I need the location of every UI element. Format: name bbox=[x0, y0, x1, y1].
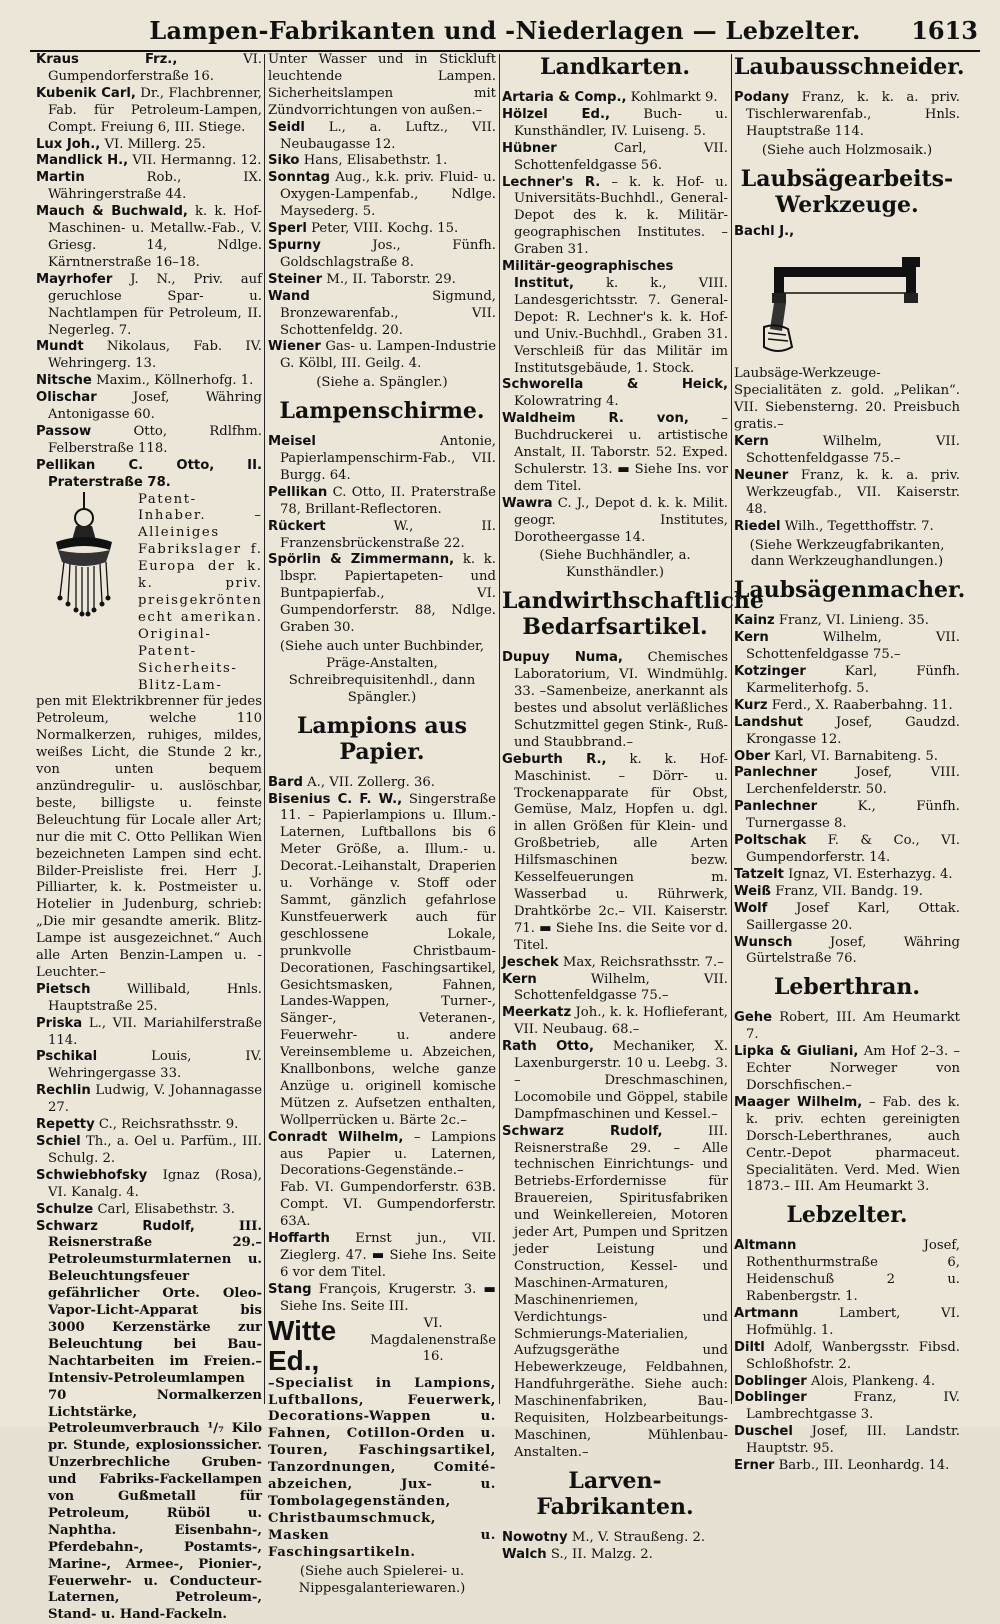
entry-name: Mayrhofer bbox=[36, 271, 113, 287]
entry-list bbox=[268, 775, 496, 1316]
entry-name: Panlechner bbox=[734, 765, 818, 781]
entry-name: Spurny bbox=[268, 237, 321, 253]
entry-body: – Fab. des k. k. priv. echten gereinigten Dorsch-Leberthranes, auch Centr.-Depot pharmaceut. Specialitäten. Verd. Med. Wien 1873.– III. Am Heumarkt 3. bbox=[746, 1094, 960, 1195]
entry-name: Kotzinger bbox=[734, 664, 806, 680]
entry-name: Diltl bbox=[734, 1339, 765, 1355]
entry-body: M., II. Taborstr. 29. bbox=[326, 271, 456, 287]
directory-entry bbox=[502, 411, 728, 496]
entry-body: Wilhelm, VII. Schottenfeldgasse 75.– bbox=[746, 630, 960, 663]
directory-entry bbox=[36, 982, 262, 1016]
entry-body: Ernst jun., VII. Zieglerg. 47. ▬ Siehe Ins. Seite 6 vor dem Titel. bbox=[280, 1231, 496, 1280]
entry-name: Lechner's R. bbox=[502, 174, 601, 190]
advert-name: Witte Ed., bbox=[268, 1314, 337, 1376]
directory-entry bbox=[502, 972, 728, 1006]
directory-entry bbox=[502, 496, 728, 547]
directory-entry bbox=[734, 434, 960, 468]
entry-name: Siko bbox=[268, 153, 300, 169]
entry-name: Kainz bbox=[734, 613, 775, 629]
directory-entry bbox=[36, 170, 262, 204]
directory-entry bbox=[36, 339, 262, 373]
directory-entry bbox=[734, 935, 960, 969]
entry-body: Mechaniker, X. Laxenburgerstr. 10 u. Leebg. 3. – Dreschmaschinen, Locomobile und Göppel, stabile Dampfmaschinen und Kessel.– bbox=[514, 1039, 728, 1122]
entry-body: Louis, IV. Wehringergasse 33. bbox=[48, 1049, 262, 1082]
entry-body: VI. Millerg. 25. bbox=[104, 136, 206, 152]
directory-entry bbox=[734, 715, 960, 749]
page-number: 1613 bbox=[911, 16, 978, 45]
entry-list bbox=[734, 1010, 960, 1196]
entry-list bbox=[36, 52, 262, 458]
entry-name: Ober bbox=[734, 748, 771, 764]
entry-body: Wilhelm, VII. Schottenfeldgasse 75.– bbox=[514, 971, 728, 1004]
entry-body: Kolowratring 4. bbox=[514, 394, 619, 410]
entry-body: Karl, VI. Barnabiteng. 5. bbox=[774, 748, 938, 764]
directory-entry bbox=[36, 86, 262, 137]
entry-body: Th., a. Oel u. Parfüm., III. Schulg. 2. bbox=[48, 1134, 262, 1166]
entry-name: Schwarz Rudolf, bbox=[36, 1218, 195, 1234]
directory-entry bbox=[502, 752, 728, 955]
entry-body: – Buchdruckerei u. artistische Anstalt, II. Taborstr. 52. Exped. Schulerstr. 13. ▬ Siehe Ins. vor dem Titel. bbox=[514, 411, 728, 494]
directory-entry bbox=[36, 272, 262, 340]
section-heading: Lampenschirme. bbox=[279, 398, 485, 425]
directory-entry bbox=[502, 1530, 728, 1547]
entry-name: Artaria & Comp., bbox=[502, 90, 627, 105]
entry-name: Rechlin bbox=[36, 1083, 91, 1099]
directory-entry bbox=[36, 1202, 262, 1219]
entry-name: Wunsch bbox=[734, 934, 793, 950]
directory-entry bbox=[734, 1390, 960, 1424]
entry-body: k. k. Hof-Maschinist. – Dörr- u. Trockenapparate für Obst, Gemüse, Malz, Hopfen u. dgl. in allen Größen für Klein- und Großbetrieb, alle Arten Hilfsmaschinen bezw. Kesselfeuerungen m. Wasserbad u. Rührwerk, Drahtkörbe 2c.– VII. Kaiserstr. 71. ▬ Siehe Ins. die Seite vor d. Titel. bbox=[514, 751, 729, 953]
directory-entry bbox=[36, 153, 262, 170]
directory-entry bbox=[502, 141, 728, 175]
cross-reference: (Siehe Buchhändler, a. Kunsthändler.) bbox=[539, 548, 691, 581]
entry-body: Ferd., X. Raaberbahng. 11. bbox=[771, 697, 953, 713]
entry-body: III. Reisnerstraße 29. – Alle technischen Einrichtungs- und Betriebs-Erfordernisse für Brauereien, Spiritusfabriken und Weinkellereien, Motoren jeder Art, Pumpen und Spritzen jeder Leistung und Construction, Kessel- und Maschinen-Armaturen, Maschinenriemen, Verdichtungs- und Schmierungs-Materialien, Aufzugsgeräthe und Hebewerkzeuge, Feldbahnen, Handfuhrgeräthe. Siehe auch: Maschinenfabriken, Bau-Requisiten, Holzbearbeitungs-Maschinen, Mühlenbau-Anstalten.– bbox=[514, 1123, 728, 1460]
entry-name: Kurz bbox=[734, 697, 768, 713]
directory-entry bbox=[268, 775, 496, 792]
entry-name: Rath Otto, bbox=[502, 1039, 594, 1055]
entry-body: J. N., Priv. auf geruchlose Spar- u. Nachtlampen für Petroleum, II. Negerleg. 7. bbox=[48, 271, 262, 338]
column-rule bbox=[731, 54, 732, 1404]
entry-name: Olischar bbox=[36, 390, 97, 406]
directory-entry bbox=[268, 1231, 496, 1282]
entry-name: Hölzel Ed., bbox=[502, 106, 611, 122]
column-4 bbox=[734, 52, 966, 1474]
entry-name: Schwarz Rudolf, bbox=[502, 1123, 663, 1139]
entry-body: VII. Hermanng. 12. bbox=[132, 153, 262, 169]
directory-entry bbox=[268, 289, 496, 340]
entry-name: Dupuy Numa, bbox=[502, 650, 623, 666]
directory-entry bbox=[268, 552, 496, 637]
directory-entry bbox=[36, 424, 262, 458]
directory-entry bbox=[36, 1049, 262, 1083]
entry-name: Erner bbox=[734, 1458, 775, 1474]
entry-name: Pellikan C. Otto, bbox=[36, 457, 215, 473]
directory-entry bbox=[36, 1016, 262, 1050]
entry-body: F. & Co., VI. Gumpendorferstr. 14. bbox=[746, 833, 960, 865]
entry-name: Passow bbox=[36, 423, 92, 439]
entry-name: Meisel bbox=[268, 434, 316, 450]
entry-body: –Specialist in Lampions, Luftballons, Feuerwerk, Decorations-Wappen u. Fahnen, Cotillon-Orden u. Touren, Faschingsartikel, Tanzordnungen, Comité-abzeichen, Jux- u. Tombolagegenständen, Christbaumschmuck, Masken u. Faschingsartikeln. bbox=[268, 1375, 496, 1560]
entry-body: Franz, IV. Lambrechtgasse 3. bbox=[746, 1390, 960, 1423]
entry-body: – Lampions aus Papier u. Laternen, Decorations-Gegenstände.– Fab. VI. Gumpendorferstr. 63B. Compt. VI. Gumpendorferstr. 63A. bbox=[280, 1129, 496, 1230]
entry-name: Maager Wilhelm, bbox=[734, 1094, 863, 1110]
cross-reference: (Siehe auch Holzmosaik.) bbox=[761, 142, 933, 158]
entry-body: L., a. Luftz., VII. Neubaugasse 12. bbox=[280, 119, 496, 152]
directory-entry bbox=[268, 1130, 496, 1231]
directory-entry bbox=[734, 1044, 960, 1095]
directory-entry bbox=[36, 1168, 262, 1202]
entry-body: Josef, Währing Gürtelstraße 76. bbox=[746, 934, 960, 967]
entry-name: Geburth R., bbox=[502, 751, 607, 767]
column-rule bbox=[264, 54, 265, 1404]
entry-name: Jeschek bbox=[502, 954, 559, 970]
section-heading: Laubsägearbeits-Werkzeuge. bbox=[740, 165, 954, 218]
entry-body: Willibald, Hnls. Hauptstraße 25. bbox=[48, 981, 262, 1014]
directory-entry bbox=[734, 833, 960, 867]
directory-entry bbox=[502, 650, 728, 751]
entry-name: Walch bbox=[502, 1546, 547, 1562]
entry-body: Kohlmarkt 9. bbox=[630, 90, 718, 105]
directory-entry bbox=[36, 390, 262, 424]
entry-name: Wiener bbox=[268, 339, 321, 355]
directory-entry bbox=[268, 153, 496, 170]
entry-body: Gas- u. Lampen-Industrie G. Kölbl, III. Geilg. 4. bbox=[280, 339, 496, 372]
directory-entry bbox=[734, 613, 960, 630]
cross-reference: (Siehe auch unter Buchbinder, Präge-Anstalten, Schreibrequisitenhdl., dann Spängler.) bbox=[279, 639, 485, 705]
entry-list bbox=[734, 613, 960, 968]
entry-body: Aug., k.k. priv. Fluid- u. Oxygen-Lampenfab., Ndlge. Maysederg. 5. bbox=[280, 170, 496, 220]
witte-advertisement bbox=[268, 1316, 496, 1598]
entry-body: Josef, Währing Antonigasse 60. bbox=[48, 390, 262, 423]
entry-body: Laubsäge-Werkzeuge-Specialitäten z. gold. „Pelikan“. VII. Siebensterng. 20. Preisbuch gratis.– bbox=[734, 366, 960, 433]
section-heading: Landkarten. bbox=[539, 54, 690, 80]
section-heading: Larven-Fabrikanten. bbox=[536, 1467, 694, 1520]
entry-body: Robert, III. Am Heumarkt 7. bbox=[746, 1010, 960, 1043]
entry-body: W., II. Franzensbrückenstraße 22. bbox=[280, 518, 496, 551]
cross-reference: (Siehe auch Spielerei- u. Nippesgalanteriewaren.) bbox=[298, 1563, 466, 1596]
entry-list bbox=[36, 982, 262, 1219]
directory-entry bbox=[734, 1306, 960, 1340]
entry-body: III. Reisnerstraße 29.– Petroleumsturmlaternen u. Beleuchtungsfeuer gefährlicher Orte. Oleo-Vapor-Licht-Apparat bis 3000 Kerzenstärke zur Beleuchtung bei Bau-Nachtarbeiten im Freien.– Intensiv-Petroleumlampen 70 Normalkerzen Lichtstärke, Petroleumverbrauch ¹/₇ Kilo pr. Stunde, explosionssicher. Unzerbrechliche Gruben- und Fabriks-Fackellampen von Gußmetall für Petroleum, Rüböl u. Naphtha. Eisenbahn-, Pferdebahn-, Postamts-, Marine-, Armee-, Pionier-, Feuerwehr- u. Conducteur-Laternen, Petroleum-, Stand- u. Hand-Fackeln. bbox=[48, 1218, 262, 1623]
entry-body: Dr., Flachbrenner, Fab. für Petroleum-Lampen, Compt. Freiung 6, III. Stiege. bbox=[48, 85, 262, 135]
directory-entry bbox=[734, 1095, 960, 1196]
entry-name: Bachl J., bbox=[734, 223, 795, 239]
entry-name: Tatzelt bbox=[734, 866, 784, 882]
entry-body: Wilh., Tegetthoffstr. 7. bbox=[784, 518, 934, 534]
entry-name: Lux Joh., bbox=[36, 136, 101, 152]
entry-name: Schwiebhofsky bbox=[36, 1167, 148, 1183]
entry-name: Priska bbox=[36, 1015, 83, 1031]
cross-reference: (Siehe Werkzeugfabrikanten, dann Werkzeughandlungen.) bbox=[749, 537, 945, 570]
directory-entry bbox=[502, 1039, 728, 1124]
section-heading: Lampions aus Papier. bbox=[296, 712, 468, 765]
directory-entry bbox=[36, 204, 262, 272]
entry-name: Altmann bbox=[734, 1238, 797, 1254]
entry-body: Maxim., Köllnerhofg. 1. bbox=[96, 373, 254, 389]
entry-name: Hübner bbox=[502, 140, 557, 156]
entry-body: Ignaz (Rosa), VI. Kanalg. 4. bbox=[48, 1167, 262, 1200]
directory-entry bbox=[268, 120, 496, 154]
entry-body: Alois, Plankeng. 4. bbox=[810, 1373, 936, 1389]
directory-entry bbox=[734, 749, 960, 766]
directory-entry bbox=[502, 259, 728, 377]
entry-name: Mauch & Buchwald, bbox=[36, 204, 188, 220]
entry-name: Podany bbox=[734, 90, 790, 105]
entry-body: Chemisches Laboratorium, VI. Windmühlg. 33. –Samenbeize, anerkannt als bestes und absolut verläßliches Schutzmittel gegen Stink-, Ruß- und Staubbrand.– bbox=[514, 650, 728, 750]
directory-entry bbox=[734, 765, 960, 799]
directory-entry bbox=[502, 377, 728, 411]
entry-name: Conradt Wilhelm, bbox=[268, 1129, 404, 1145]
entry-name: Mundt bbox=[36, 339, 84, 355]
entry-name: Pschikal bbox=[36, 1049, 98, 1065]
directory-entry bbox=[268, 339, 496, 373]
entry-body: k. k., VIII. Landesgerichtsstr. 7. General-Depot: R. Lechner's k. k. Hof- und Univ.-Buchhdl., Graben 31. Verschleiß für das Militär im Institutsgebäude, 1. Stock. bbox=[514, 275, 728, 376]
directory-entry bbox=[734, 1010, 960, 1044]
entry-body: Josef, Gaudzd. Krongasse 12. bbox=[746, 714, 960, 747]
entry-body: Ludwig, V. Johannagasse 27. bbox=[48, 1083, 262, 1116]
entry-name: Pietsch bbox=[36, 981, 91, 997]
directory-entry bbox=[734, 1238, 960, 1306]
entry-name: Schiel bbox=[36, 1134, 81, 1149]
pellikan-advertisement bbox=[36, 458, 262, 982]
directory-entry bbox=[734, 884, 960, 901]
entry-body: Adolf, Wanbergsstr. Fibsd. Schloßhofstr. 2. bbox=[746, 1339, 960, 1372]
entry-name: Hoffarth bbox=[268, 1231, 330, 1247]
entry-body: Nikolaus, Fab. IV. Wehringerg. 13. bbox=[48, 339, 262, 372]
entry-name: Kern bbox=[734, 630, 769, 646]
entry-name: Kern bbox=[502, 971, 537, 987]
entry-body: Karl, Fünfh. Karmeliterhofg. 5. bbox=[746, 664, 960, 696]
entry-name: Martin bbox=[36, 170, 85, 186]
directory-entry bbox=[268, 485, 496, 519]
directory-entry bbox=[734, 664, 960, 698]
entry-body: Wilhelm, VII. Schottenfeldgasse 75.– bbox=[746, 434, 960, 466]
entry-body: L., VII. Mariahilferstraße 114. bbox=[48, 1015, 262, 1048]
directory-entry bbox=[36, 137, 262, 154]
entry-name: Rückert bbox=[268, 518, 326, 534]
column-rule bbox=[499, 54, 500, 1404]
entry-body: Rob., IX. Währingerstraße 44. bbox=[48, 170, 262, 203]
directory-entry bbox=[734, 1424, 960, 1458]
entry-name: Wand bbox=[268, 288, 310, 304]
entry-name: Doblinger bbox=[734, 1373, 807, 1389]
directory-entry bbox=[734, 901, 960, 935]
entry-name: Lipka & Giuliani, bbox=[734, 1044, 859, 1060]
entry-body: Patent-Inhaber. – Alleiniges Fabrikslager f. Europa der k. k. priv. preisgekrönten echt amerikan. Original-Patent-Sicherheits-Blitz-Lam- bbox=[138, 491, 263, 693]
entry-list bbox=[502, 90, 728, 546]
entry-body: Josef, Rothenthurmstraße 6, Heidenschuß 2 u. Rabenbergstr. 1. bbox=[746, 1238, 960, 1305]
entry-name: Spörlin & Zimmermann, bbox=[268, 552, 455, 568]
entry-name: Nitsche bbox=[36, 373, 92, 389]
entry-body: Carl, VII. Schottenfeldgasse 56. bbox=[514, 140, 728, 173]
entry-body: pen mit Elektrikbrenner für jedes Petroleum, welche 110 Normalkerzen, ruhiges, mildes, weißes Licht, die Stunde 2 kr., von unten bequem anzündregulir- u. auslöschbar, beste, billigste u. feinste Beleuchtung für Locale aller Art; nur die mit C. Otto Pellikan Wien bezeichneten Lampen sind echt. Bilder-Preisliste frei. Herr J. Pilliarter, k. k. Postmeister u. Hotelier in Judenburg, schrieb: „Die mir gesandte amerik. Blitz-Lampe ist ausgezeichnet.“ Auch alle Arten Benzin-Lampen u. -Leuchter.– bbox=[36, 694, 262, 980]
directory-entry bbox=[36, 1134, 262, 1168]
entry-name: Weiß bbox=[734, 883, 772, 899]
directory-entry bbox=[502, 175, 728, 260]
entry-body: Lambert, VI. Hofmühlg. 1. bbox=[746, 1305, 960, 1338]
entry-name: Seidl bbox=[268, 119, 305, 135]
entry-body: Unter Wasser und in Stickluft leuchtende Lampen. Sicherheitslampen mit Zündvorrichtungen von außen.– bbox=[268, 52, 496, 118]
entry-list bbox=[502, 650, 728, 1462]
directory-entry bbox=[502, 1124, 728, 1462]
entry-body: Carl, Elisabethstr. 3. bbox=[97, 1201, 235, 1217]
directory-entry bbox=[268, 434, 496, 485]
directory-entry bbox=[734, 1374, 960, 1391]
entry-list bbox=[734, 1238, 960, 1475]
entry-name: Bard bbox=[268, 774, 303, 790]
entry-body: Josef, VIII. Lerchenfelderstr. 50. bbox=[746, 765, 960, 798]
entry-body: Josef, III. Landstr. Hauptstr. 95. bbox=[746, 1424, 960, 1457]
directory-entry bbox=[36, 1117, 262, 1134]
directory-entry bbox=[502, 1547, 728, 1564]
directory-entry bbox=[734, 867, 960, 884]
entry-body: Buch- u. Kunsthändler, IV. Luiseng. 5. bbox=[514, 106, 728, 139]
directory-entry bbox=[502, 955, 728, 972]
entry-list bbox=[734, 434, 960, 535]
entry-body: VI. Gumpendorferstraße 16. bbox=[48, 52, 262, 84]
fretsaw-illustration bbox=[734, 243, 960, 359]
directory-entry bbox=[734, 799, 960, 833]
entry-name: Landshut bbox=[734, 714, 804, 730]
entry-name: Repetty bbox=[36, 1117, 95, 1133]
entry-body: k. k. Hof-Maschinen- u. Metallw.-Fab., V. Griesg. 14, Ndlge. Kärntnerstraße 16–18. bbox=[48, 204, 262, 270]
directory-entry bbox=[268, 792, 496, 1130]
entry-name: Doblinger bbox=[734, 1390, 807, 1406]
entry-name: Steiner bbox=[268, 271, 323, 287]
entry-body: Franz, VI. Linieng. 35. bbox=[778, 613, 929, 629]
entry-body: k. k. lbspr. Papiertapeten- und Buntpapierfab., VI. Gumpendorferstr. 88, Ndlge. Graben 30. bbox=[280, 552, 496, 636]
directory-entry bbox=[268, 272, 496, 289]
entry-body: Max, Reichsrathsstr. 7.– bbox=[562, 954, 724, 970]
entry-body: Barb., III. Leonhardg. 14. bbox=[778, 1458, 950, 1474]
entry-name: Waldheim R. von, bbox=[502, 411, 689, 427]
entry-body: Antonie, Papierlampenschirm-Fab., VII. Burgg. 64. bbox=[280, 434, 496, 483]
entry-body: C. Otto, II. Praterstraße 78, Brillant-Reflectoren. bbox=[280, 484, 496, 517]
entry-name: Mandlick H., bbox=[36, 153, 129, 169]
entry-name: Pellikan bbox=[268, 484, 328, 500]
column-2 bbox=[268, 52, 497, 1596]
entry-name: Duschel bbox=[734, 1424, 793, 1440]
schwarz-advertisement bbox=[36, 1219, 262, 1624]
directory-entry bbox=[268, 170, 496, 221]
section-heading: Lebzelter. bbox=[786, 1202, 908, 1229]
entry-body: Joh., k. k. Hoflieferant, VII. Neubaug. 68.– bbox=[514, 1005, 729, 1038]
directory-entry bbox=[36, 52, 262, 86]
entry-body: Josef Karl, Ottak. Saillergasse 20. bbox=[746, 900, 960, 933]
section-heading: Laubsägenmacher. bbox=[734, 577, 966, 604]
directory-entry bbox=[268, 1282, 496, 1316]
directory-entry bbox=[734, 519, 960, 536]
directory-entry bbox=[268, 238, 496, 272]
directory-entry bbox=[734, 90, 960, 141]
directory-entry bbox=[734, 468, 960, 519]
entry-name: Militär-geographisches Institut, bbox=[502, 259, 674, 291]
entry-name: Meerkatz bbox=[502, 1005, 572, 1021]
entry-body: Otto, Rdlfhm. Felberstraße 118. bbox=[48, 423, 262, 456]
entry-body: M., V. Straußeng. 2. bbox=[571, 1529, 706, 1545]
entry-body: S., II. Malzg. 2. bbox=[550, 1546, 653, 1562]
entry-name: Wolf bbox=[734, 900, 768, 916]
entry-body: Singerstraße 11. – Papierlampions u. Illum.-Laternen, Luftballons bis 6 Meter Größe, a. Illum.- u. Decorat.-Leihanstalt, Draperien u. Vorhänge v. Stoff oder Sammt, gänzlich gefahrlose Kunstfeuerwerk auch für geschlossene Lokale, prunkvolle Christbaum-Decorationen, Faschingsartikel, Gesichtsmasken, Fahnen, Landes-Wappen, Turner-, Sänger-, Veteranen-, Feuerwehr- u. andere Vereinsembleme u. Abzeichen, Knallbonbons, welche ganze Anzüge u. originell komische Mützen z. Aufsetzen enthalten, Wollperrücken u. Bärte 2c.– bbox=[280, 791, 496, 1128]
directory-entry bbox=[36, 1083, 262, 1117]
entry-body: Peter, VIII. Kochg. 15. bbox=[311, 221, 459, 237]
directory-entry bbox=[36, 373, 262, 390]
entry-body: K., Fünfh. Turnergasse 8. bbox=[746, 799, 960, 832]
entry-name: Schworella & Heick, bbox=[502, 377, 728, 393]
page-header bbox=[30, 10, 980, 52]
entry-body: Franz, k. k. a. priv. Werkzeugfab., VII. Kaiserstr. 48. bbox=[746, 467, 960, 517]
entry-name: Sperl bbox=[268, 221, 307, 237]
directory-entry bbox=[268, 221, 496, 238]
entry-body: Sigmund, Bronzewarenfab., VII. Schottenfeldg. 20. bbox=[280, 288, 496, 338]
directory-entry bbox=[734, 630, 960, 664]
entry-body: – k. k. Hof- u. Universitäts-Buchhdl., General-Depot des k. k. Militär-geographischen Institutes. – Graben 31. bbox=[514, 174, 728, 258]
section-heading: Leberthran. bbox=[773, 974, 921, 1001]
entry-body: Franz, VII. Bandg. 19. bbox=[775, 883, 923, 899]
cross-reference: (Siehe a. Spängler.) bbox=[316, 375, 448, 391]
entry-body: Franz, k. k. a. priv. Tischlerwarenfab., Hnls. Hauptstraße 114. bbox=[746, 90, 960, 139]
entry-name: Stang bbox=[268, 1281, 312, 1297]
entry-address: VI. Magdalenenstraße 16. bbox=[370, 1315, 497, 1365]
entry-list bbox=[268, 120, 496, 374]
page-title: Lampen-Fabrikanten und -Niederlagen — Lebzelter. bbox=[149, 16, 861, 45]
entry-body: Am Hof 2–3. – Echter Norweger von Dorschfischen.– bbox=[746, 1044, 960, 1093]
entry-name: Wawra bbox=[502, 495, 553, 511]
directory-entry bbox=[502, 1005, 728, 1039]
entry-name: Riedel bbox=[734, 518, 781, 534]
directory-entry bbox=[734, 1340, 960, 1374]
entry-name: Nowotny bbox=[502, 1529, 568, 1545]
entry-name: Neuner bbox=[734, 467, 789, 483]
entry-name: Gehe bbox=[734, 1010, 773, 1026]
column-1 bbox=[36, 52, 263, 1623]
directory-entry bbox=[734, 1458, 960, 1475]
directory-entry bbox=[502, 90, 728, 107]
entry-name: Poltschak bbox=[734, 833, 807, 849]
entry-body: C., Reichsrathsstr. 9. bbox=[98, 1117, 239, 1133]
directory-entry bbox=[734, 698, 960, 715]
entry-body: C. J., Depot d. k. k. Milit. geogr. Institutes, Dorotheergasse 14. bbox=[514, 495, 728, 545]
entry-list bbox=[268, 434, 496, 637]
entry-name: Kern bbox=[734, 434, 769, 450]
entry-list bbox=[502, 1530, 728, 1564]
entry-body: Ignaz, VI. Esterhazyg. 4. bbox=[788, 866, 953, 882]
entry-name: Schulze bbox=[36, 1201, 94, 1217]
entry-body: Hans, Elisabethstr. 1. bbox=[303, 153, 448, 169]
entry-name: Bisenius C. F. W., bbox=[268, 791, 403, 807]
entry-name: Panlechner bbox=[734, 799, 818, 815]
directory-entry bbox=[268, 519, 496, 553]
entry-body: François, Krugerstr. 3. ▬ Siehe Ins. Seite III. bbox=[280, 1281, 496, 1314]
entry-name: Kraus Frz., bbox=[36, 52, 178, 67]
directory-entry bbox=[502, 107, 728, 141]
entry-name: Kubenik Carl, bbox=[36, 85, 136, 101]
entry-name: Artmann bbox=[734, 1305, 799, 1321]
entry-name: Sonntag bbox=[268, 170, 330, 186]
entry-body: A., VII. Zollerg. 36. bbox=[307, 774, 435, 790]
entry-list bbox=[734, 90, 960, 141]
section-heading: Laubausschneider. bbox=[734, 54, 965, 80]
hanging-lamp-illustration bbox=[36, 492, 132, 620]
entry-address: II. Praterstraße 78. bbox=[48, 457, 262, 490]
entry-body: Jos., Fünfh. Goldschlagstraße 8. bbox=[280, 237, 496, 270]
section-heading: Landwirthschaftliche Bedarfsartikel. bbox=[502, 588, 764, 641]
